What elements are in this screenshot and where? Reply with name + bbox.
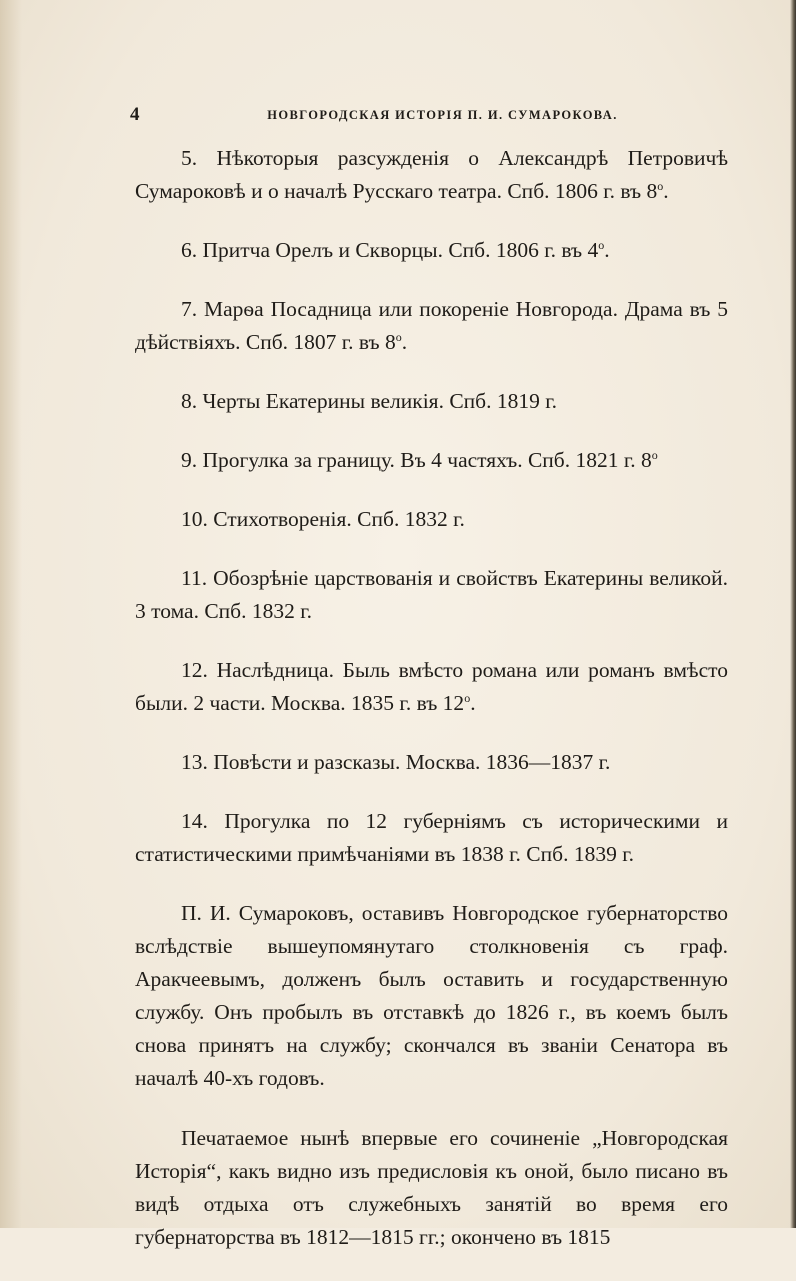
format-degree: о xyxy=(598,237,605,252)
bibliography-entry: 5. Нѣкоторыя разсужденія о Александрѣ Петровичѣ Сумароковѣ и о началѣ Русскаго театра. Спб. 1806 г. въ $8^о$. xyxy=(135,146,728,203)
page-left-shadow xyxy=(0,0,22,1228)
page-body xyxy=(135,142,728,1281)
bibliography-entry: 7. Марѳа Посадница или покореніе Новгорода. Драма въ 5 дѣйствіяхъ. Спб. 1807 г. въ $8^о$. xyxy=(135,297,728,354)
bibliography-entry xyxy=(135,746,728,779)
page-header xyxy=(130,104,725,128)
entry-text: 11. Обозрѣніе царствованія и свойствъ Екатерины великой. 3 тома. Спб. 1832 г. xyxy=(135,566,728,623)
entry-text: 13. Повѣсти и разсказы. Москва. 1836—1837 г. xyxy=(181,750,611,774)
bibliography-entry xyxy=(135,385,728,418)
page-right-edge xyxy=(790,0,796,1228)
running-head: НОВГОРОДСКАЯ ИСТОРІЯ П. И. СУМАРОКОВА. xyxy=(267,108,618,122)
format-degree: о xyxy=(657,178,664,193)
entry-text: 9. Прогулка за границу. Въ 4 частяхъ. Спб. 1821 г. 8 xyxy=(181,448,652,472)
body-paragraph: П. И. Сумароковъ, оставивъ Новгородское губернаторство вслѣдствіе вышеупомянутаго столкновенія съ граф. Аракчеевымъ, долженъ былъ оставить и государственную службу. Онъ пробылъ въ отставкѣ до 1826 г., въ коемъ былъ снова принятъ на службу; скончался въ званіи Сенатора въ началѣ 40-хъ годовъ. xyxy=(135,901,728,1090)
bibliography-entry: 6. Притча Орелъ и Скворцы. Спб. 1806 г. въ $4^о$. xyxy=(181,237,610,262)
body-paragraph: Печатаемое нынѣ впервые его сочиненіе „Новгородская Исторія“, какъ видно изъ предисловія къ оной, было писано въ видѣ отдыха отъ служебныхъ занятій во время его губернаторства въ 1812—1815 гг.; окончено въ 1815 xyxy=(135,1126,728,1249)
bibliography-entry xyxy=(135,503,728,536)
format-degree: о xyxy=(395,329,402,344)
format-degree: о xyxy=(464,690,471,705)
entry-text: 7. Марѳа Посадница или покореніе Новгорода. Драма въ 5 дѣйствіяхъ. Спб. 1807 г. въ 8 xyxy=(135,297,728,354)
bibliography-entry xyxy=(135,444,728,477)
bibliography-entry xyxy=(135,805,728,871)
entry-text: 8. Черты Екатерины великія. Спб. 1819 г. xyxy=(181,389,557,413)
entry-text: 12. Наслѣдница. Быль вмѣсто романа или романъ вмѣсто были. 2 части. Москва. 1835 г. въ 12 xyxy=(135,658,728,715)
bibliography-entry xyxy=(135,562,728,628)
entry-text: 5. Нѣкоторыя разсужденія о Александрѣ Петровичѣ Сумароковѣ и о началѣ Русскаго театра. Спб. 1806 г. въ 8 xyxy=(135,146,728,203)
entry-text: 10. Стихотворенія. Спб. 1832 г. xyxy=(181,507,465,531)
entry-text: 6. Притча Орелъ и Скворцы. Спб. 1806 г. въ 4 xyxy=(181,238,599,262)
bibliography-entry: 12. Наслѣдница. Быль вмѣсто романа или романъ вмѣсто были. 2 части. Москва. 1835 г. въ $12^о$. xyxy=(135,658,728,715)
format-degree: о xyxy=(651,447,658,462)
entry-text: 14. Прогулка по 12 губерніямъ съ историческими и статистическими примѣчаніями въ 1838 г. Спб. 1839 г. xyxy=(135,809,728,866)
page-number: 4 xyxy=(130,104,140,125)
